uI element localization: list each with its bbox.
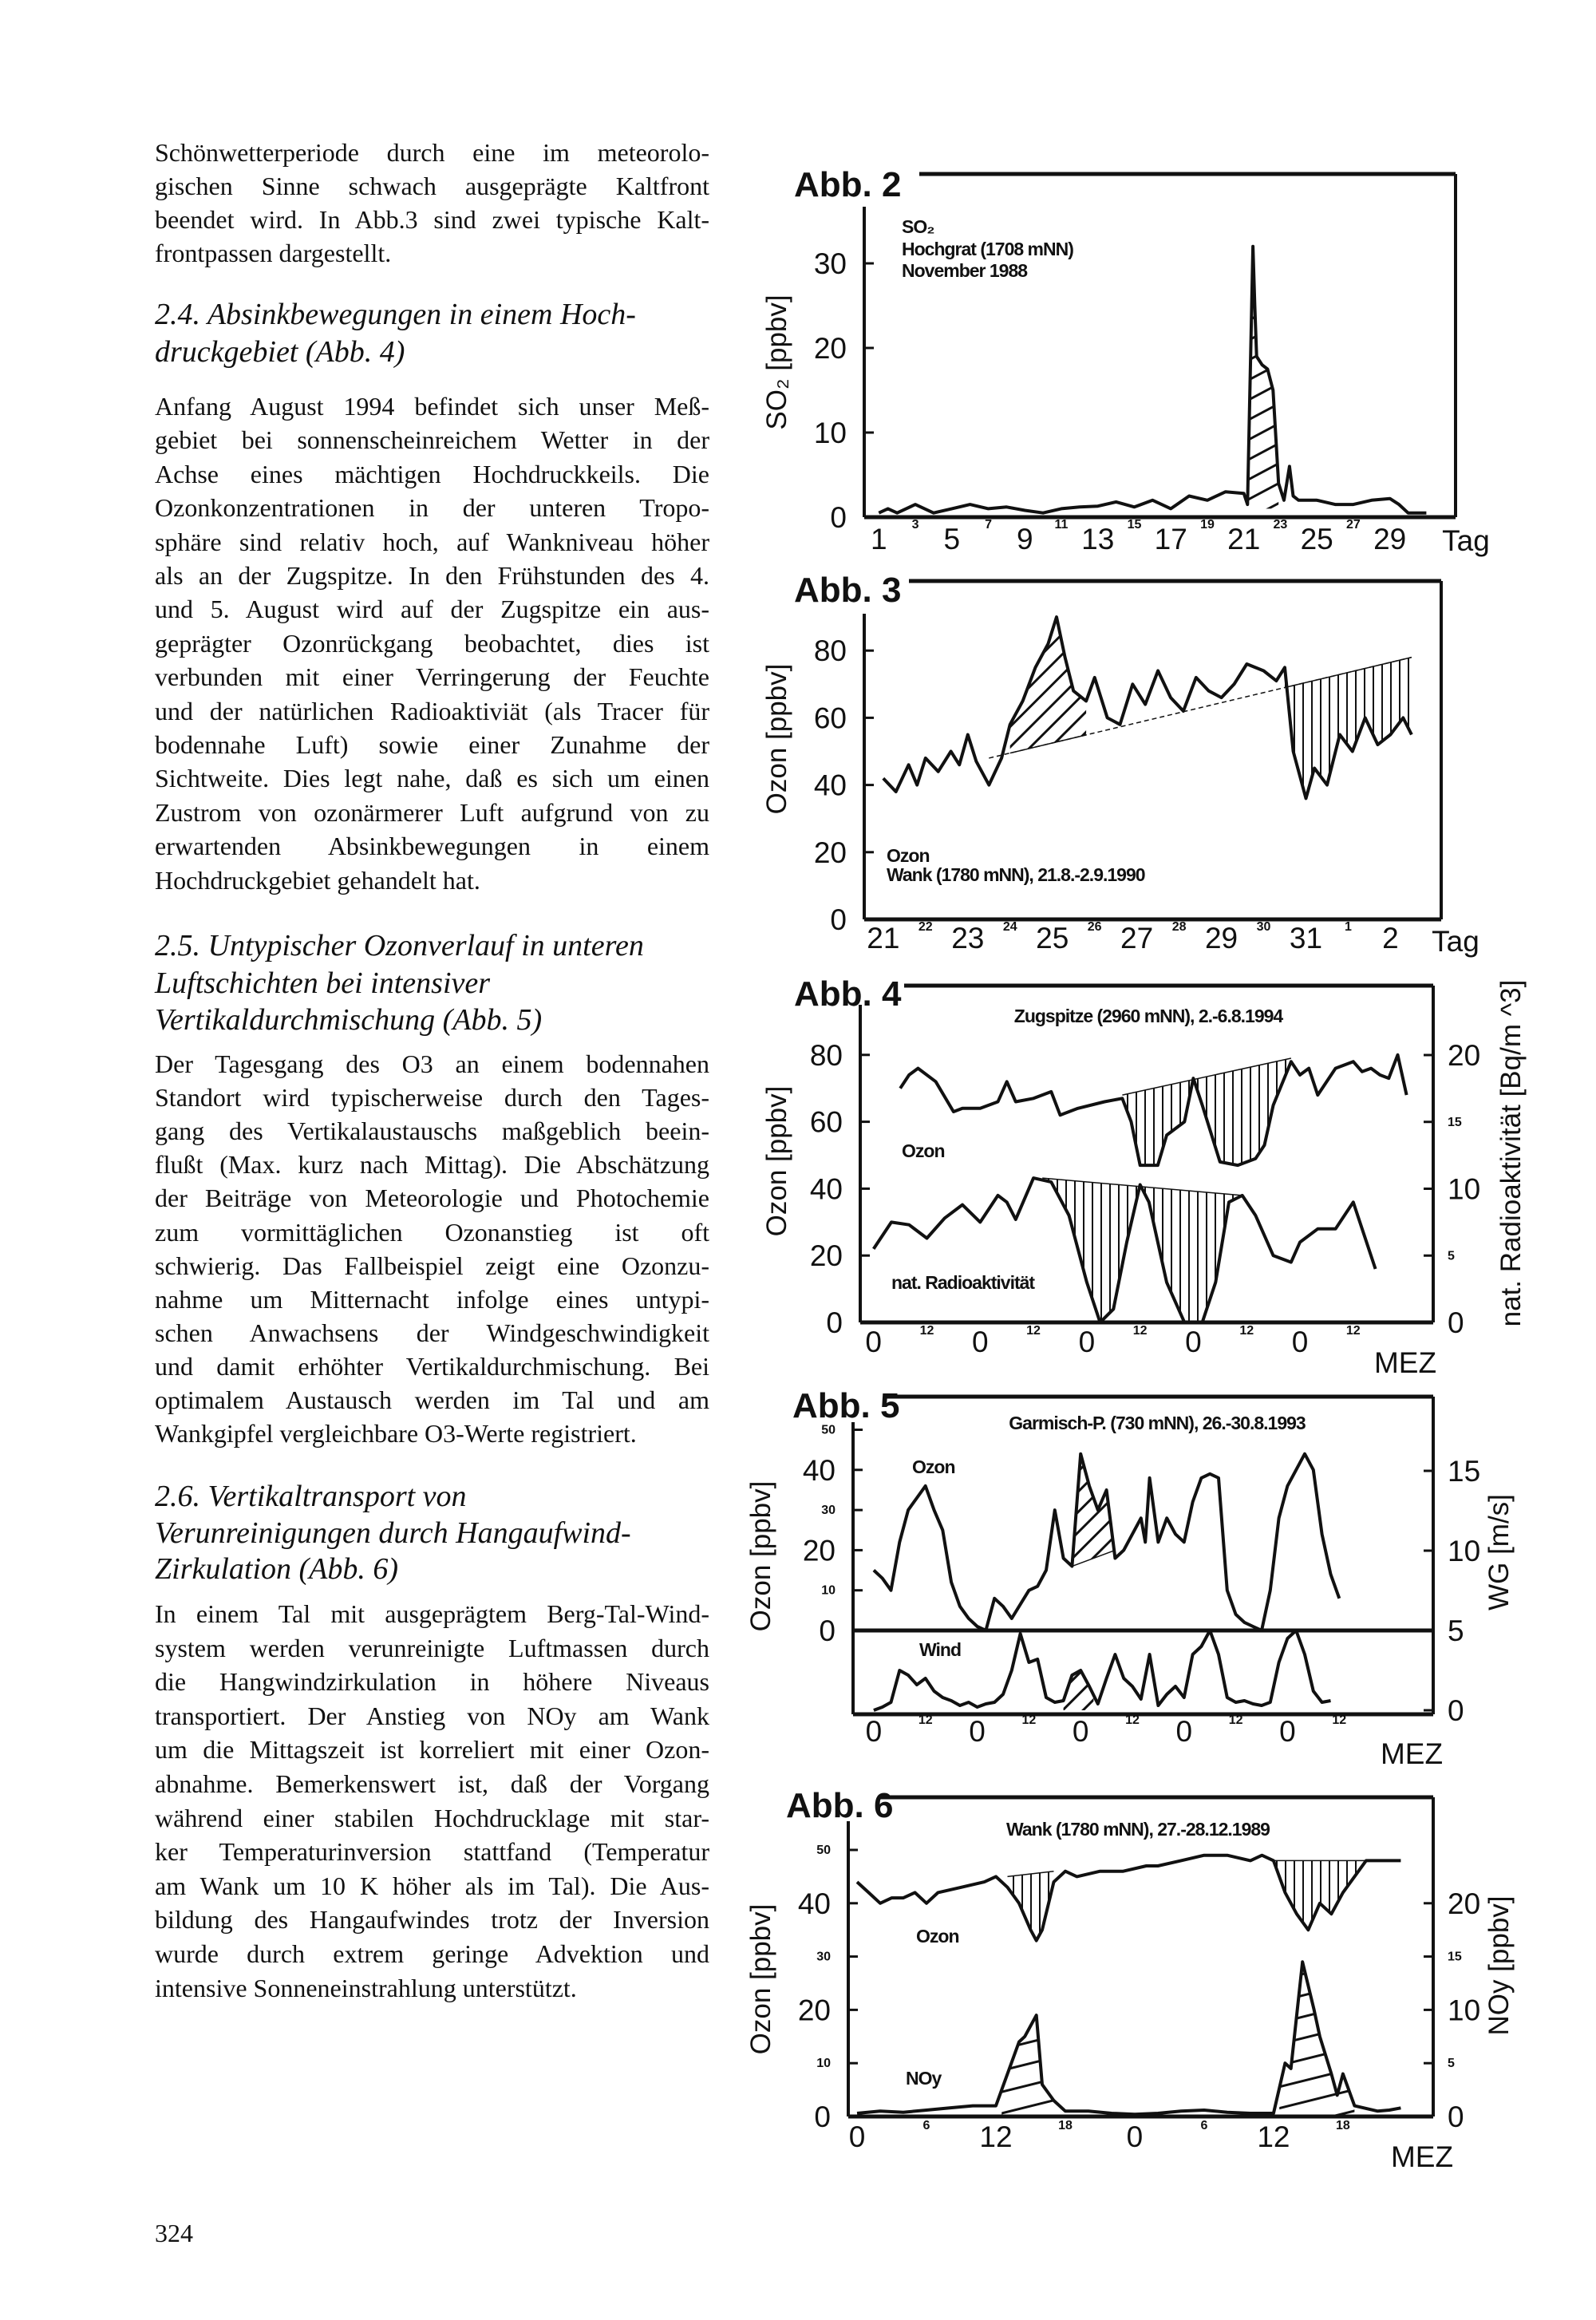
x-tick-label: 2	[1382, 922, 1399, 954]
x-axis-unit-label: Tag	[1432, 925, 1479, 958]
x-tick-label: 28	[1171, 920, 1187, 934]
figure-5	[745, 1386, 1515, 1770]
paragraph-line: Standort wird typischerweise durch den Tages-	[155, 1083, 709, 1113]
y-tick-label: 0	[819, 1615, 836, 1647]
paragraph-line: In einem Tal mit ausgeprägtem Berg-Tal-Wind-	[155, 1599, 709, 1628]
x-tick-label: 21	[867, 922, 900, 954]
chart-title: Wank (1780 mNN), 27.-28.12.1989	[1006, 1819, 1270, 1840]
series-label: Ozon	[916, 1926, 959, 1947]
paragraph-line: geprägter Ozonrückgang beobachtet, dies ist	[155, 628, 709, 658]
y2-axis-title: nat. Radioaktivität [Bq/m ^3]	[1495, 979, 1527, 1327]
paragraph-line: Hochdruckgebiet gehandelt hat.	[155, 865, 480, 895]
series-label: nat. Radioaktivität	[891, 1272, 1035, 1293]
x-tick-label: 12	[1257, 2120, 1290, 2153]
y2-tick-label: 15	[1448, 1115, 1462, 1129]
x-tick-label: 0	[1279, 1715, 1296, 1748]
x-tick-label: 12	[1026, 1324, 1041, 1338]
x-tick-label: 27	[1120, 922, 1154, 954]
x-tick-label: 18	[1058, 2119, 1073, 2132]
paragraph-line: flußt (Max. kurz nach Mittag). Die Abschätzung	[155, 1150, 709, 1180]
x-axis-unit-label: Tag	[1442, 524, 1490, 557]
x-tick-label: 23	[1273, 518, 1288, 532]
x-tick-label: 29	[1204, 922, 1238, 954]
x-tick-label: 21	[1227, 523, 1261, 555]
section-heading-line: Zirkulation (Abb. 6)	[155, 1552, 399, 1586]
y-tick-label: 40	[797, 1887, 831, 1920]
x-tick-label: 17	[1154, 523, 1187, 555]
paragraph-line: als an der Zugspitze. In den Frühstunden des 4.	[155, 561, 709, 590]
y2-tick-label: 0	[1448, 1306, 1464, 1339]
y-tick-label: 80	[809, 1038, 843, 1072]
series-label: Wind	[919, 1639, 961, 1660]
section-heading-line: Verunreinigungen durch Hangaufwind-	[155, 1516, 631, 1550]
x-tick-label: 12	[979, 2120, 1013, 2153]
paragraph-line: während einer stabilen Hochdrucklage mit star-	[155, 1803, 709, 1832]
y-axis-title: Ozon [ppbv]	[761, 1085, 792, 1237]
paragraph-line: am Wank um 10 K höher als im Tal). Die Aus-	[155, 1871, 709, 1900]
chart-title: Garmisch-P. (730 mNN), 26.-30.8.1993	[1009, 1413, 1306, 1433]
y-tick-label: 0	[826, 1306, 843, 1339]
paragraph-line: erwartenden Absinkbewegungen in einem	[155, 832, 709, 861]
x-tick-label: 13	[1081, 523, 1115, 555]
paragraph-line: wurde durch extrem geringe Advektion und	[155, 1939, 709, 1968]
x-tick-label: 23	[951, 922, 985, 954]
paragraph-line: bildung des Hangaufwindes trotz der Inversion	[155, 1905, 709, 1935]
figure-6	[745, 1786, 1515, 2173]
section-heading-line: Luftschichten bei intensiver	[155, 966, 491, 1000]
paragraph-line: der Beiträge von Meteorologie und Photochemie	[155, 1184, 709, 1213]
x-tick-label: 1	[871, 523, 887, 555]
paragraph-line: ker Temperaturinversion stattfand (Temperatur	[155, 1837, 709, 1867]
paragraph-line: Zustrom von ozonärmerer Luft aufgrund von zu	[155, 797, 709, 827]
chart-title: Zugspitze (2960 mNN), 2.-6.8.1994	[1013, 1006, 1283, 1026]
figure-2	[761, 165, 1490, 557]
series-label: NOy	[906, 2068, 942, 2089]
figure-4	[761, 974, 1527, 1379]
x-tick-label: 6	[922, 2119, 930, 2132]
y2-tick-label: 5	[1448, 1615, 1464, 1647]
figure-3	[761, 571, 1479, 958]
paragraph-line: Sichtweite. Dies legt nahe, daß es sich um einen	[155, 764, 709, 793]
y-tick-label: 20	[797, 1994, 831, 2027]
y-tick-label: 0	[814, 2101, 831, 2133]
y-tick-label: 10	[813, 417, 847, 449]
x-tick-label: 12	[1125, 1713, 1140, 1727]
y2-tick-label: 5	[1448, 2057, 1455, 2071]
page-number: 324	[155, 2219, 193, 2247]
y2-tick-label: 20	[1448, 1887, 1481, 1920]
y-tick-label: 60	[809, 1105, 843, 1139]
x-tick-label: 19	[1200, 518, 1215, 532]
paragraph-line: Schönwetterperiode durch eine im meteorolo-	[155, 138, 709, 167]
y-tick-label: 30	[813, 247, 847, 280]
y-tick-label: 30	[821, 1504, 836, 1518]
x-tick-label: 22	[918, 920, 933, 934]
x-tick-label: 0	[1185, 1326, 1202, 1358]
paragraph-line: Wankgipfel vergleichbare O3-Werte registriert.	[155, 1419, 637, 1449]
x-tick-label: 0	[1175, 1715, 1193, 1748]
y-tick-label: 60	[813, 702, 847, 735]
x-tick-label: 12	[1332, 1713, 1347, 1727]
y2-tick-label: 20	[1448, 1039, 1481, 1072]
x-tick-label: 12	[1132, 1324, 1148, 1338]
y-tick-label: 0	[830, 501, 847, 534]
hatched-area	[1122, 1058, 1291, 1165]
x-tick-label: 25	[1300, 523, 1333, 555]
section-heading-line: druckgebiet (Abb. 4)	[155, 335, 405, 369]
paragraph-line: gebiet bei sonnenscheinreichem Wetter in der	[155, 425, 709, 455]
figure-label: Abb. 5	[792, 1386, 900, 1425]
x-tick-label: 0	[1126, 2120, 1144, 2153]
paragraph-line: gischen Sinne schwach ausgeprägte Kaltfront	[155, 172, 709, 200]
x-tick-label: 12	[1021, 1713, 1037, 1727]
figure-label: Abb. 6	[786, 1786, 894, 1825]
y-tick-label: 50	[816, 1844, 831, 1857]
x-tick-label: 18	[1336, 2119, 1350, 2132]
paragraph-line: um die Mittagszeit ist korreliert mit einer Ozon-	[155, 1735, 709, 1765]
y2-axis-title: WG [m/s]	[1483, 1494, 1515, 1611]
section-heading-line: 2.5. Untypischer Ozonverlauf in unteren	[155, 929, 644, 962]
x-tick-label: 7	[985, 518, 992, 532]
y2-tick-label: 0	[1448, 2101, 1464, 2133]
x-tick-label: 29	[1373, 523, 1407, 555]
x-tick-label: 30	[1256, 920, 1271, 934]
x-tick-label: 24	[1002, 920, 1017, 934]
paragraph-line: nahme um Mitternacht infolge eines untypi-	[155, 1284, 709, 1314]
x-axis-unit-label: MEZ	[1390, 2140, 1454, 2173]
x-tick-label: 1	[1345, 920, 1352, 934]
x-tick-label: 25	[1036, 922, 1069, 954]
paragraph-line: transportiert. Der Anstieg von NOy am Wank	[155, 1701, 709, 1730]
y-axis-title: SO₂ [ppbv]	[761, 294, 792, 430]
x-tick-label: 26	[1087, 920, 1102, 934]
x-tick-label: 3	[911, 518, 919, 532]
chart-annotation: Wank (1780 mNN), 21.8.-2.9.1990	[887, 864, 1145, 885]
figure-label: Abb. 3	[794, 571, 902, 610]
paragraph-line: intensive Sonneneinstrahlung unterstützt.	[155, 1973, 577, 2002]
x-axis-unit-label: MEZ	[1380, 1737, 1444, 1770]
x-tick-label: 31	[1289, 922, 1323, 954]
figure-label: Abb. 2	[794, 165, 902, 204]
hatched-area	[1279, 1962, 1354, 2116]
x-tick-label: 0	[1078, 1326, 1096, 1358]
y-tick-label: 40	[802, 1453, 836, 1487]
y-tick-label: 20	[809, 1239, 843, 1273]
series-label: Ozon	[912, 1456, 955, 1477]
x-tick-label: 0	[971, 1326, 989, 1358]
section-heading-line: Vertikaldurchmischung (Abb. 5)	[155, 1003, 543, 1037]
y2-tick-label: 15	[1448, 1455, 1481, 1488]
y-tick-label: 80	[813, 634, 847, 668]
y2-tick-label: 15	[1448, 1950, 1462, 1964]
paragraph-line: beendet wird. In Abb.3 sind zwei typische Kalt-	[155, 205, 709, 234]
y2-tick-label: 10	[1448, 1172, 1481, 1206]
paragraph-line: schen Anwachsens der Windgeschwindigkeit	[155, 1318, 709, 1347]
paragraph-line: verbunden mit einer Verringerung der Feuchte	[155, 662, 709, 692]
y-tick-label: 40	[809, 1172, 843, 1206]
y-tick-label: 10	[816, 2057, 831, 2071]
paragraph-line: und damit erhöhter Vertikaldurchmischung. Bei	[155, 1351, 709, 1381]
x-tick-label: 6	[1200, 2119, 1208, 2132]
x-tick-label: 5	[943, 523, 961, 555]
x-tick-label: 0	[1072, 1715, 1089, 1748]
chart-annotation: SO₂	[902, 216, 934, 237]
y-tick-label: 20	[813, 332, 847, 365]
paragraph-line: Der Tagesgang des O3 an einem bodennahen	[155, 1049, 709, 1078]
x-tick-label: 0	[865, 1326, 882, 1358]
y2-tick-label: 10	[1448, 1994, 1481, 2027]
x-tick-label: 9	[1016, 523, 1033, 555]
y-tick-label: 20	[802, 1534, 836, 1567]
y-tick-label: 50	[821, 1423, 836, 1437]
x-tick-label: 12	[1345, 1324, 1361, 1338]
paragraph-line: die Hangwindzirkulation in höhere Niveaus	[155, 1667, 709, 1697]
y-axis-title: Ozon [ppbv]	[761, 663, 792, 815]
y-tick-label: 10	[821, 1583, 836, 1598]
y2-tick-label: 10	[1448, 1535, 1481, 1567]
y2-tick-label: 0	[1448, 1694, 1464, 1727]
series-line-so2	[879, 247, 1426, 513]
paragraph-line: sphäre sind relativ hoch, auf Wankniveau höher	[155, 527, 709, 556]
section-heading-line: 2.6. Vertikaltransport von	[155, 1480, 467, 1513]
y-axis-title: Ozon [ppbv]	[745, 1480, 776, 1632]
y2-axis-title: NOy [ppbv]	[1483, 1895, 1515, 2036]
paragraph-line: Ozonkonzentrationen in der unteren Tropo-	[155, 493, 709, 523]
hatched-area	[1010, 617, 1086, 753]
paragraph-line: zum vormittäglichen Ozonanstieg ist oft	[155, 1217, 709, 1247]
paragraph-line: system werden verunreinigte Luftmassen durch	[155, 1633, 709, 1662]
paragraph-line: abnahme. Bemerkenswert ist, daß der Vorgang	[155, 1769, 709, 1798]
hatched-area	[1042, 1178, 1242, 1322]
x-tick-label: 15	[1127, 518, 1142, 532]
section-heading-line: 2.4. Absinkbewegungen in einem Hoch-	[155, 298, 636, 331]
y-axis-title: Ozon [ppbv]	[745, 1903, 776, 2055]
x-tick-label: 0	[848, 2120, 866, 2153]
paragraph-line: bodennahe Luft) sowie einer Zunahme der	[155, 730, 709, 759]
x-tick-label: 27	[1346, 518, 1361, 532]
hatched-area	[1285, 658, 1412, 799]
chart-annotation: Ozon	[887, 845, 930, 866]
paragraph-line: und 5. August wird auf der Zugspitze ein aus-	[155, 595, 709, 624]
x-tick-label: 12	[1239, 1324, 1254, 1338]
x-tick-label: 12	[1228, 1713, 1243, 1727]
series-label: Ozon	[902, 1140, 945, 1161]
x-tick-label: 0	[865, 1715, 883, 1748]
y-tick-label: 0	[830, 903, 847, 936]
paragraph-line: frontpassen dargestellt.	[155, 239, 392, 267]
chart-annotation: November 1988	[902, 260, 1028, 281]
x-axis-unit-label: MEZ	[1373, 1346, 1437, 1379]
chart-annotation: Hochgrat (1708 mNN)	[902, 239, 1073, 259]
paragraph-line: und der natürlichen Radioaktiviät (als Tracer für	[155, 696, 709, 725]
paragraph-line: optimalem Austausch werden im Tal und am	[155, 1385, 709, 1414]
figure-label: Abb. 4	[794, 974, 902, 1014]
y-tick-label: 40	[813, 769, 847, 802]
paragraph-line: Achse eines mächtigen Hochdruckkeils. Die	[155, 459, 709, 488]
y2-tick-label: 5	[1448, 1249, 1455, 1263]
paragraph-line: gang des Vertikalaustauschs maßgeblich beein-	[155, 1117, 709, 1146]
paragraph-line: Anfang August 1994 befindet sich unser Meß-	[155, 392, 709, 421]
y-tick-label: 20	[813, 836, 847, 869]
paragraph-line: schwierig. Das Fallbeispiel zeigt eine Ozonzu-	[155, 1251, 709, 1280]
y-tick-label: 30	[816, 1950, 831, 1964]
x-tick-label: 12	[918, 1713, 933, 1727]
x-tick-label: 0	[969, 1715, 986, 1748]
x-tick-label: 0	[1291, 1326, 1309, 1358]
x-tick-label: 11	[1054, 518, 1069, 532]
x-tick-label: 12	[919, 1324, 934, 1338]
